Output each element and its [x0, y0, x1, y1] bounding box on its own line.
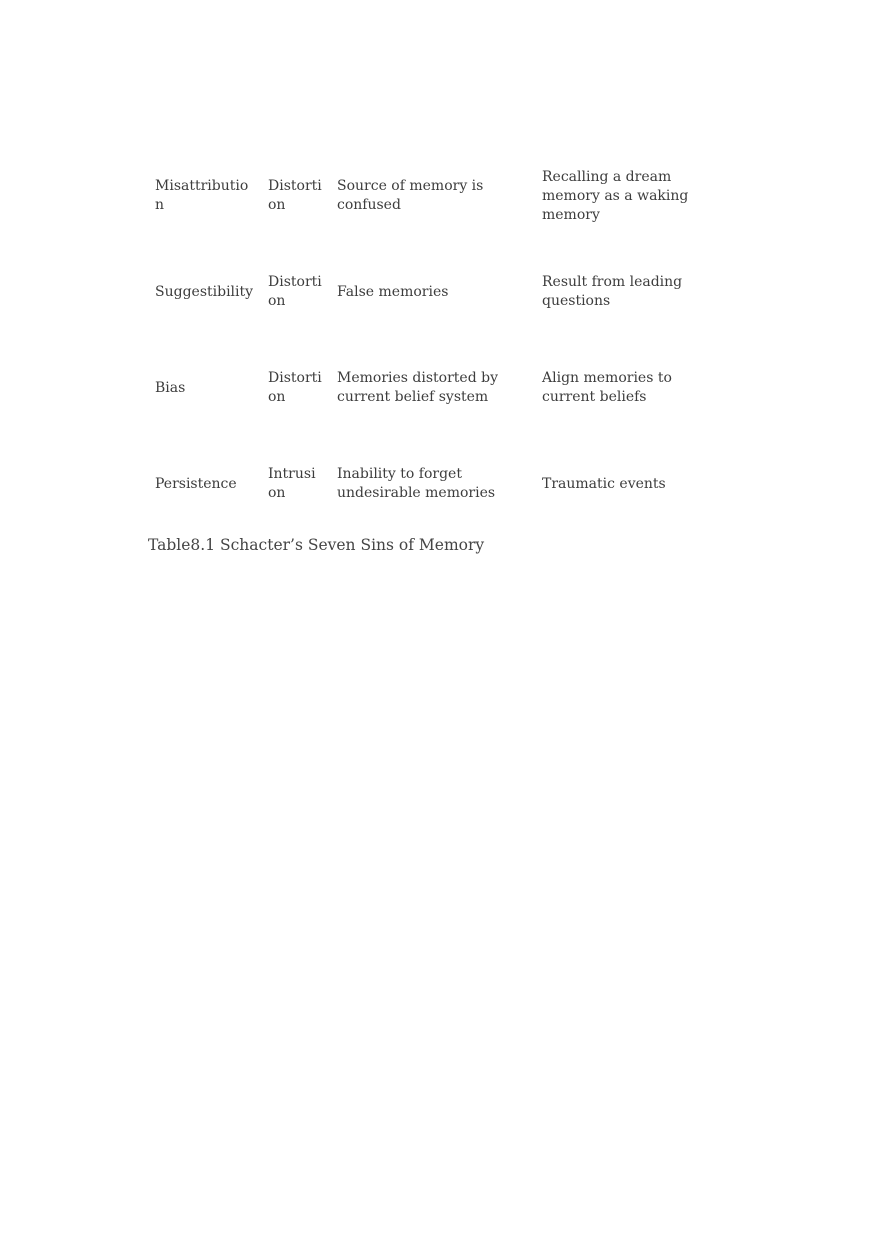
seven-sins-table — [148, 148, 728, 532]
sin-example-cell: Result from leading questions — [542, 274, 683, 309]
sin-description-cell: Source of memory is confused — [337, 178, 484, 213]
sin-example-cell: Recalling a dream memory as a waking memory — [542, 168, 689, 223]
table-row — [148, 340, 728, 436]
sin-type-cell: Distortion — [268, 370, 322, 405]
sin-description-cell: Inability to forget undesirable memories — [337, 466, 496, 501]
table-caption: Table8.1 Schacter’s Seven Sins of Memory — [148, 536, 485, 554]
sin-example-cell: Align memories to current beliefs — [542, 370, 672, 405]
sin-description-cell: Memories distorted by current belief system — [337, 370, 498, 405]
sin-type-cell: Intrusion — [268, 466, 316, 501]
table-row — [148, 244, 728, 340]
sin-name-cell: Misattribution — [155, 178, 249, 213]
sin-name-cell: Persistence — [155, 475, 237, 492]
table-row — [148, 148, 728, 244]
sin-name-cell: Bias — [155, 379, 186, 396]
sin-example-cell: Traumatic events — [542, 475, 666, 492]
sin-type-cell: Distortion — [268, 178, 322, 213]
sin-type-cell: Distortion — [268, 274, 322, 309]
sin-name-cell: Suggestibility — [155, 283, 254, 300]
sin-description-cell: False memories — [337, 283, 449, 300]
table-row — [148, 436, 728, 532]
